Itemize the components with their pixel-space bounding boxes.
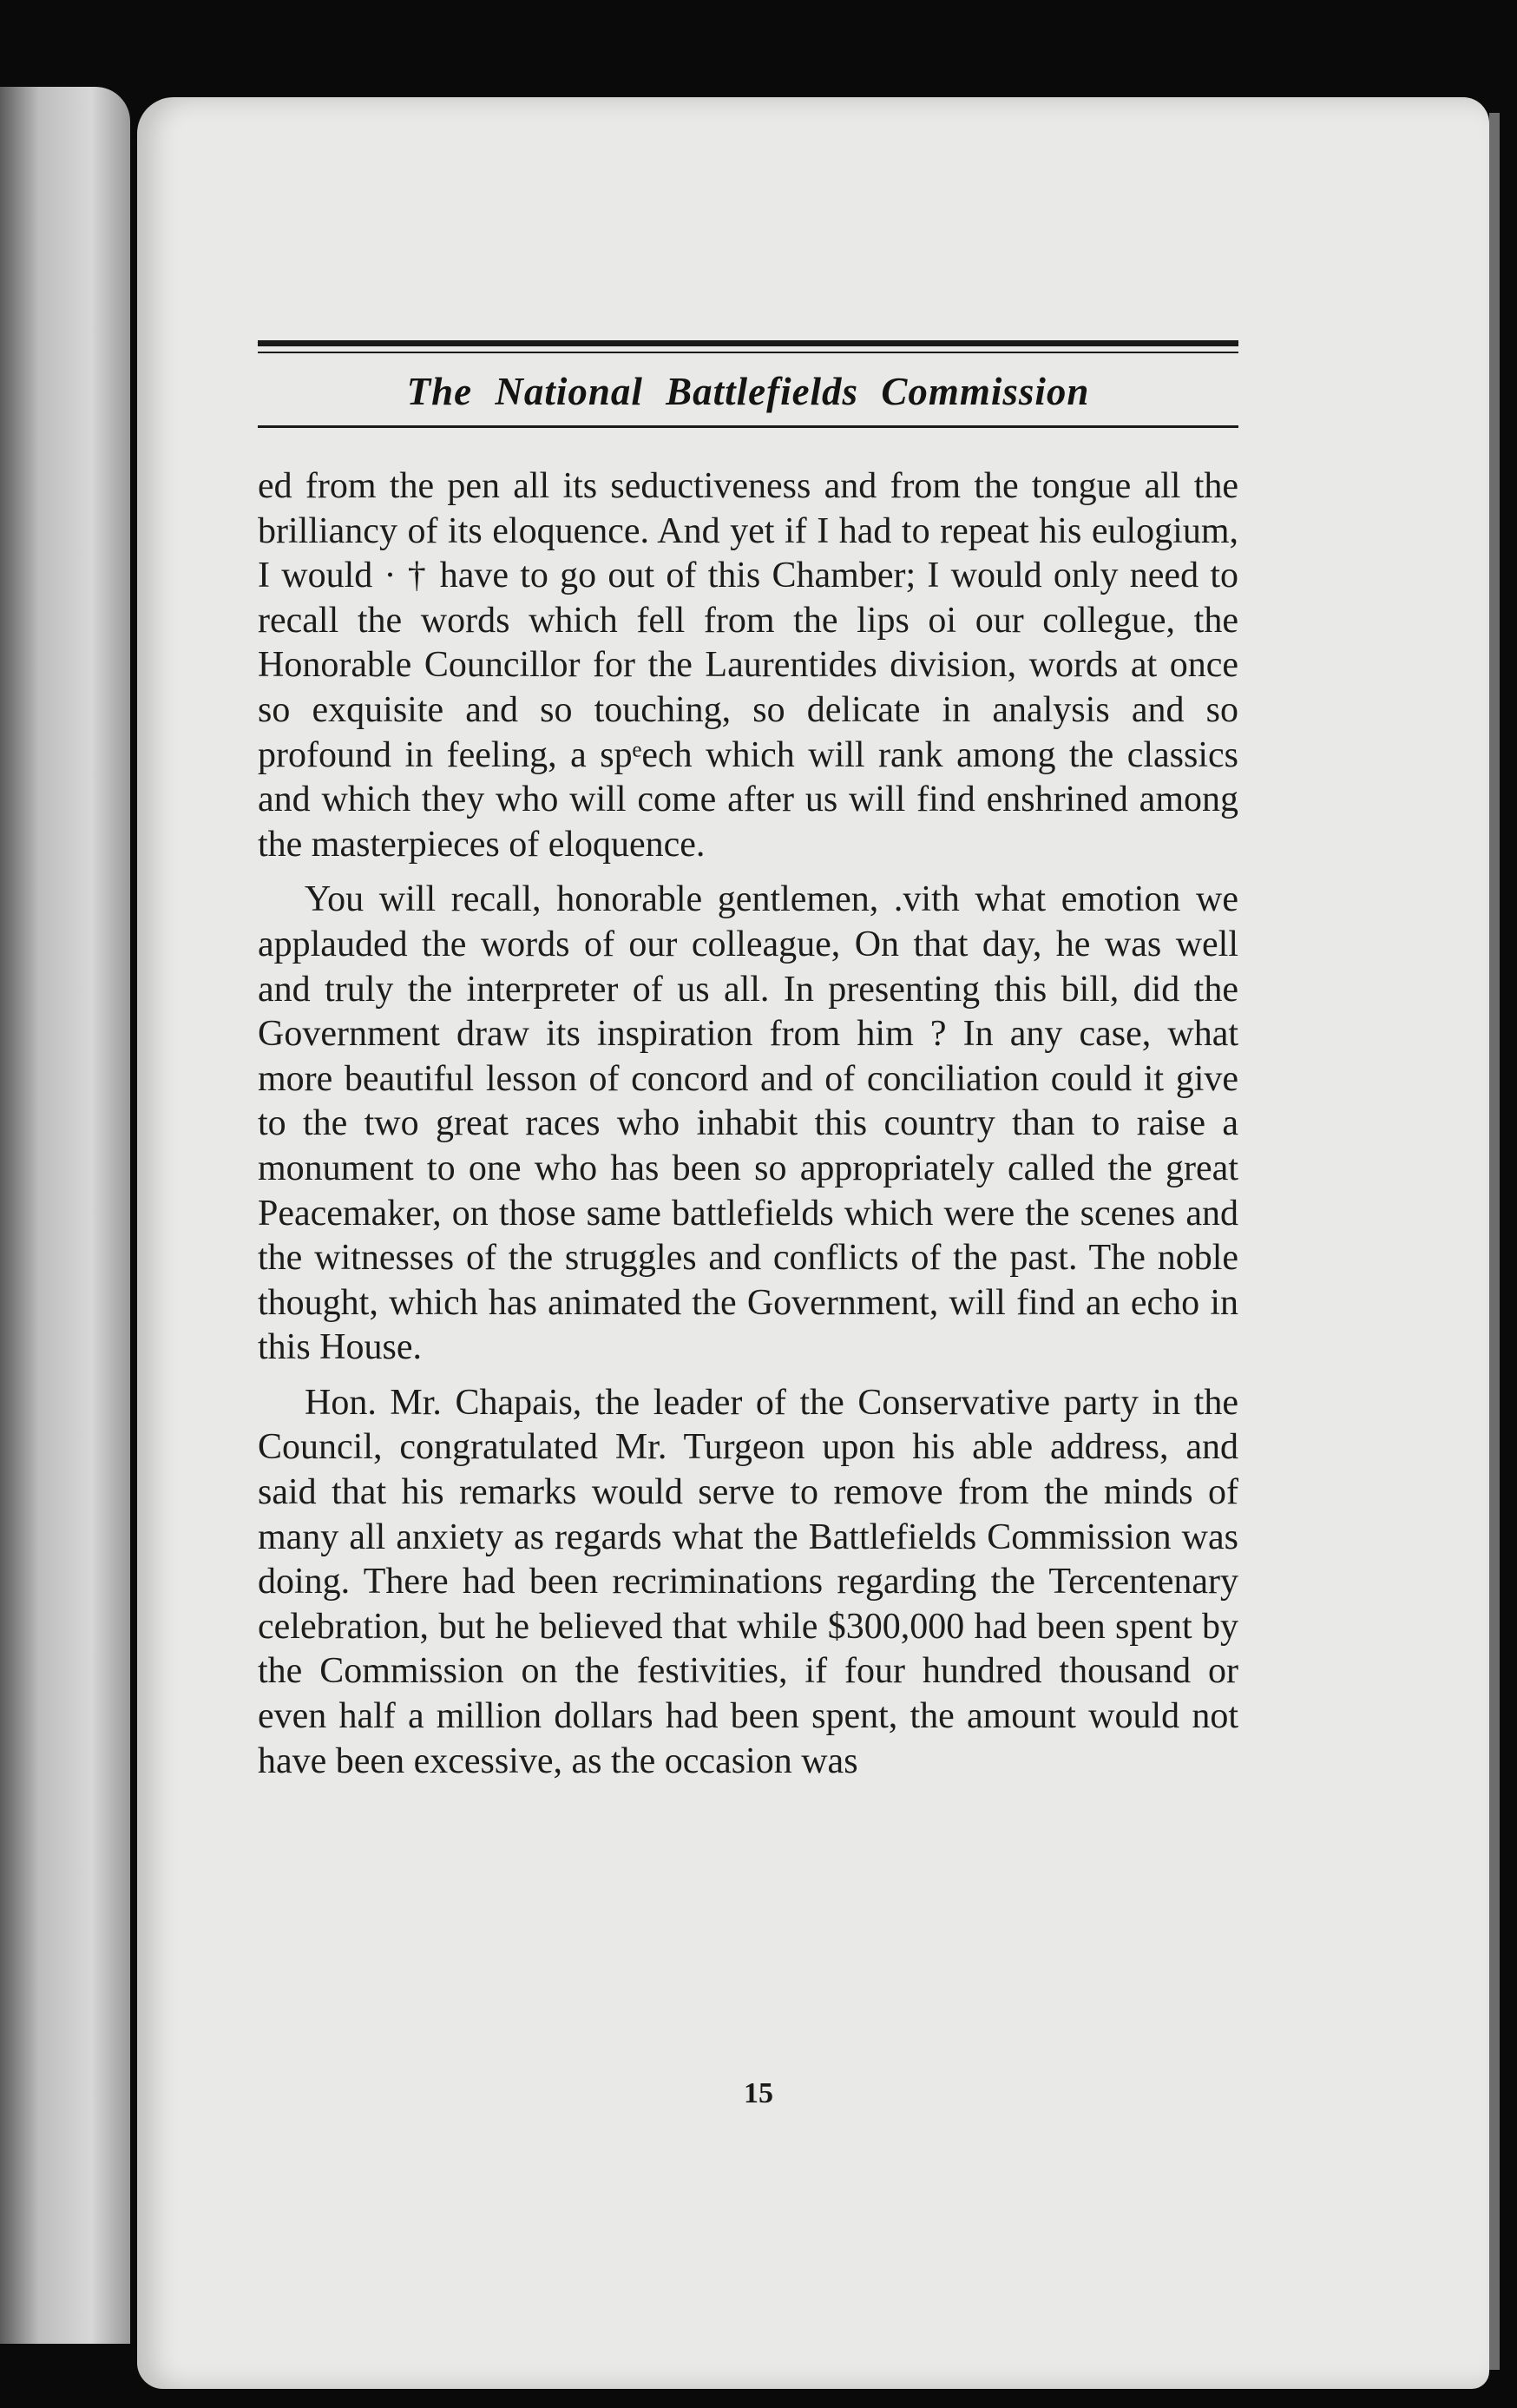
facing-page-edge — [0, 87, 130, 2344]
header-rule-thick — [258, 340, 1238, 346]
page-number: 15 — [744, 2077, 773, 2109]
paragraph-chapais: Hon. Mr. Chapais, the leader of the Conservative party in the Council, congratulated Mr. Turgeon upon his able address, and said that his remarks would serve to remove from the minds of many all anxiety as regards what the Battlefields Commission was doing. There had been recriminations regarding the Tercentenary celebration, but he believed that while $300,000 had been spent by the Commission on the festivities, if four hundred thousand or even half a million dollars had been spent, the amount would not have been excessive, as the occasion was — [258, 1382, 1238, 1781]
body-text — [258, 464, 1238, 1784]
paragraph-continuation: ed from the pen all its seductiveness and from the tongue all the brilliancy of its eloquence. And yet if I had to repeat his eulogium, I would · † have to go out of this Chamber; I would only need to recall the words which fell from the lips oi our collegue, the Honorable Councillor for the Laurentides division, words at once so exquisite and so touching, so delicate in analysis and so profound in feeling, a spᵉech which will rank among the classics and which they who will come after us will find enshrined among the masterpieces of eloquence. — [258, 466, 1238, 865]
paragraph-recall: You will recall, honorable gentlemen, .vith what emotion we applauded the words of our colleague, On that day, he was well and truly the interpreter of us all. In presenting this bill, did the Government draw its inspiration from him ? In any case, what more beautiful lesson of concord and of conciliation could it give to the two great races who inhabit this country than to raise a monument to one who has been so appropriately called the great Peacemaker, on those same battlefields which were the scenes and the witnesses of the struggles and conflicts of the past. The noble thought, which has animated the Government, will find an echo in this House. — [258, 879, 1238, 1368]
header-rule-bottom — [258, 425, 1238, 428]
running-header — [258, 340, 1238, 428]
running-title: The National Battlefields Commission — [406, 370, 1090, 413]
page-shadow-edge — [1489, 113, 1500, 2370]
header-rule-thin — [258, 352, 1238, 353]
